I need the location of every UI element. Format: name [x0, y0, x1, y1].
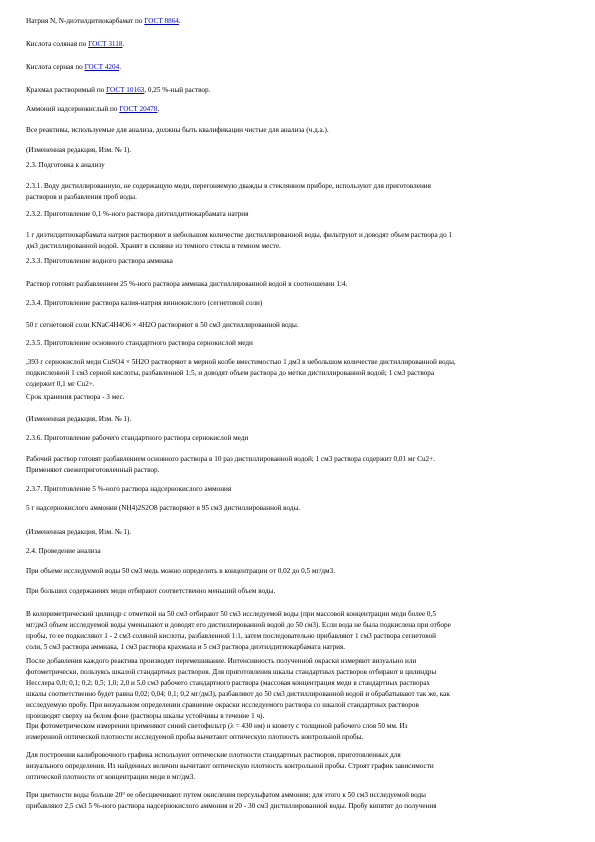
text-line — [26, 484, 566, 495]
text-run: . — [178, 17, 181, 25]
paragraph — [26, 104, 566, 115]
text-run: 2.3.2. Приготовление 0,1 %-ного раствора диэтилдитиокарбамата натрия — [26, 210, 249, 218]
gost-link[interactable]: ГОСТ 3118 — [88, 40, 123, 48]
paragraph — [26, 721, 566, 743]
text-run: Аммоний надсернокислый по — [26, 105, 120, 113]
text-run: При больших содержаниях меди отбирают соответственно меньший объем воды. — [26, 587, 276, 595]
paragraph — [26, 503, 566, 514]
gost-link[interactable]: ГОСТ 4204 — [84, 63, 120, 71]
text-run: В колориметрический цилиндр с отметкой на 50 см3 отбирают 50 см3 исследуемой воды (при массовой концентрации меди более 0,5 — [26, 610, 436, 618]
text-run: 2.3.4. Приготовление раствора калия-натрия виннокислого (сегнетовой соли) — [26, 299, 263, 307]
text-line — [26, 298, 566, 309]
text-line — [26, 338, 566, 349]
text-run: мг/дм3 объем исследуемой воды уменьшают и доводят его дистиллированной водой до 50 см3). Если вода не была подкислена при отборе — [26, 621, 451, 629]
paragraph — [26, 609, 566, 653]
text-run: 1 г диэтилдитиокарбамата натрия растворяют в небольшом количестве дистиллированной воды, фильтруют и доводят объем раствора до 1 — [26, 231, 453, 239]
text-run: Для построения калибровочного графика используют оптические плотности стандартных растворов, приготовленных для — [26, 751, 401, 759]
paragraph — [26, 16, 566, 27]
text-line — [26, 16, 566, 27]
text-run: 2.3.7. Приготовление 5 %-ного раствора надсернокислого аммония — [26, 485, 232, 493]
paragraph — [26, 433, 566, 444]
text-line — [26, 241, 566, 252]
text-line — [26, 104, 566, 115]
text-run: При цветности воды больше 20° ее обесцвечивают путем окисления персульфатом аммония; для этого к 50 см3 исследуемой воды — [26, 791, 426, 799]
text-line — [26, 62, 566, 73]
text-line — [26, 631, 566, 642]
gost-link[interactable]: ГОСТ 10163 — [106, 86, 145, 94]
text-run: соли, 5 см3 раствора аммиака, 1 см3 раствора крахмала и 5 см3 раствора диэтилдитиокарбамата натрия. — [26, 643, 346, 651]
paragraph — [26, 656, 566, 722]
text-run: дм3 дистиллированной водой. Хранят в склянке из темного стекла в темном месте. — [26, 242, 281, 250]
paragraph — [26, 357, 566, 390]
text-line — [26, 656, 566, 667]
paragraph — [26, 586, 566, 597]
text-line — [26, 750, 566, 761]
text-line — [26, 181, 566, 192]
text-run: , 0,25 %-ный раствор. — [144, 86, 211, 94]
paragraph — [26, 209, 566, 220]
paragraph — [26, 454, 566, 476]
text-line — [26, 125, 566, 136]
text-run: Крахмал растворимый по — [26, 86, 107, 94]
text-line — [26, 320, 566, 331]
text-line — [26, 566, 566, 577]
text-run: Срок хранения раствора - 3 мес. — [26, 393, 125, 401]
text-run: 2.3.3. Приготовление водного раствора аммиака — [26, 257, 173, 265]
paragraph — [26, 160, 566, 171]
text-run: 2.3.6. Приготовление рабочего стандартного раствора сернокислой меди — [26, 434, 249, 442]
text-line — [26, 546, 566, 557]
text-line — [26, 801, 566, 812]
text-run: 2.3.5. Приготовление основного стандартного раствора сернокислой меди — [26, 339, 253, 347]
text-line — [26, 85, 566, 96]
text-line — [26, 689, 566, 700]
text-run: визуального определения. Из найденных величин вычитают оптическую плотность контрольной пробы. Строят график зависимости — [26, 762, 434, 770]
text-line — [26, 609, 566, 620]
text-line — [26, 761, 566, 772]
text-line — [26, 160, 566, 171]
text-run: При фотометрическом измерении применяют синий светофильтр (λ = 430 нм) и кювету с толщиной рабочего слоя 50 мм. Из — [26, 722, 408, 730]
text-run: Применяют свежеприготовленный раствор. — [26, 466, 160, 474]
text-run: оптической плотности от концентрации меди в мг/дм3. — [26, 773, 196, 781]
text-run: Все реактивы, используемые для анализа, должны быть квалификации чистые для анализа (ч.д.а.). — [26, 126, 329, 134]
text-line — [26, 586, 566, 597]
paragraph — [26, 85, 566, 96]
text-run: . — [157, 105, 160, 113]
gost-link[interactable]: ГОСТ 20478 — [119, 105, 158, 113]
text-line — [26, 700, 566, 711]
text-run: пробы, то ее подкисляют 1 - 2 см3 соляной кислоты, разбавленной 1:1, затем последовательно прибавляют 1 см3 раствора сегнетовой — [26, 632, 437, 640]
paragraph — [26, 414, 566, 425]
text-run: подкисленной 1 см3 серной кислоты, разбавленной 1:5, и доводят объем раствора до метки дистиллированной водой; 1 см3 раствора — [26, 369, 435, 377]
text-line — [26, 379, 566, 390]
text-line — [26, 392, 566, 403]
text-run: Несслера 0,0; 0,1; 0,2; 0,5; 1,0; 2,0 и 5,0 см3 рабочего стандартного раствора (массовая концентрация меди в стандартных растворах — [26, 679, 430, 687]
text-run: производят сверху на белом фоне (растворы шкалы устойчивы в течение 1 ч). — [26, 712, 265, 720]
text-line — [26, 279, 566, 290]
paragraph — [26, 39, 566, 50]
text-line — [26, 642, 566, 653]
text-run: 2.4. Проведение анализа — [26, 547, 101, 555]
text-run: (Измененная редакция, Изм. № 1). — [26, 528, 132, 536]
text-line — [26, 667, 566, 678]
paragraph — [26, 62, 566, 73]
text-line — [26, 454, 566, 465]
text-run: Натрия N, N-диэтилдитиокарбамат по — [26, 17, 145, 25]
text-run: содержит 0,1 мг Cu2+. — [26, 380, 95, 388]
paragraph — [26, 256, 566, 267]
text-run: Кислота соляная по — [26, 40, 89, 48]
text-line — [26, 620, 566, 631]
paragraph — [26, 145, 566, 156]
gost-link[interactable]: ГОСТ 8864 — [144, 17, 179, 25]
text-line — [26, 414, 566, 425]
text-line — [26, 357, 566, 368]
text-line — [26, 368, 566, 379]
text-run: Рабочий раствор готовят разбавлением основного раствора в 10 раз дистиллированной водой; 1 см3 раствора содержит 0,01 мг Cu2+. — [26, 455, 436, 463]
paragraph — [26, 279, 566, 290]
text-line — [26, 678, 566, 689]
text-run: (Измененная редакция, Изм. № 1). — [26, 415, 132, 423]
text-line — [26, 732, 566, 743]
paragraph — [26, 790, 566, 812]
text-line — [26, 433, 566, 444]
text-run: При объеме исследуемой воды 50 см3 медь можно определить в концентрации от 0,02 до 0,5 мг/дм3. — [26, 567, 335, 575]
text-run: . — [122, 40, 125, 48]
text-line — [26, 465, 566, 476]
text-line — [26, 772, 566, 783]
text-line — [26, 230, 566, 241]
paragraph — [26, 484, 566, 495]
paragraph — [26, 392, 566, 403]
text-run: ,393 г сернокислой меди CuSO4 × 5H2O растворяют в мерной колбе вместимостью 1 дм3 в небольшом количестве дистиллированной воды, — [26, 358, 456, 366]
paragraph — [26, 338, 566, 349]
text-run: Кислота серная по — [26, 63, 85, 71]
paragraph — [26, 566, 566, 577]
text-run: . — [119, 63, 121, 71]
text-run: прибавляют 2,5 см3 5 %-ного раствора надсернокислого аммония и 20 - 30 см3 дистиллированной воды. Пробу кипятят до получения — [26, 802, 437, 810]
paragraph — [26, 298, 566, 309]
text-run: Раствор готовят разбавлением 25 %-ного раствора аммиака дистиллированной водой в соотношении 1:4. — [26, 280, 348, 288]
paragraph — [26, 320, 566, 331]
text-line — [26, 527, 566, 538]
text-line — [26, 721, 566, 732]
text-run: фотометрически, пользуясь шкалой стандартных растворов. Для приготовления шкалы стандартных растворов отбирают в цилиндры — [26, 668, 437, 676]
text-run: исследуемую пробу. При визуальном определении сравнение окраски исследуемого раствора со шкалой стандартных растворов — [26, 701, 419, 709]
text-run: измеренной оптической плотности исследуемой пробы вычитают оптическую плотность контрольной пробы. — [26, 733, 364, 741]
text-run: (Измененная редакция, Изм. № 1). — [26, 146, 132, 154]
text-line — [26, 790, 566, 801]
text-line — [26, 256, 566, 267]
paragraph — [26, 230, 566, 252]
text-line — [26, 503, 566, 514]
text-run: 5 г надсернокислого аммония (NH4)2S2O8 растворяют в 95 см3 дистиллированной воды. — [26, 504, 301, 512]
text-line — [26, 192, 566, 203]
text-run: После добавления каждого реактива производят перемешивание. Интенсивность полученной окраски измеряют визуально или — [26, 657, 417, 665]
text-run: 50 г сегнетовой соли KNaC4H4O6 × 4H2O растворяют в 50 см3 дистиллированной воды. — [26, 321, 299, 329]
text-line — [26, 39, 566, 50]
text-line — [26, 209, 566, 220]
text-run: 2.3.1. Воду дистиллированную, не содержащую меди, перегоняемую дважды в стеклянном приборе, используют для приготовления — [26, 182, 431, 190]
paragraph — [26, 527, 566, 538]
text-line — [26, 145, 566, 156]
paragraph — [26, 750, 566, 783]
text-run: шкалы соответственно будет равна 0,02; 0,04; 0,1; 0,2 мг/дм3), разбавляют до 50 см3 дистиллированной водой и обрабатывают так же, как — [26, 690, 450, 698]
paragraph — [26, 546, 566, 557]
text-run: 2.3. Подготовка к анализу — [26, 161, 105, 169]
text-run: растворов и разбавления проб воды. — [26, 193, 137, 201]
paragraph — [26, 125, 566, 136]
paragraph — [26, 181, 566, 203]
